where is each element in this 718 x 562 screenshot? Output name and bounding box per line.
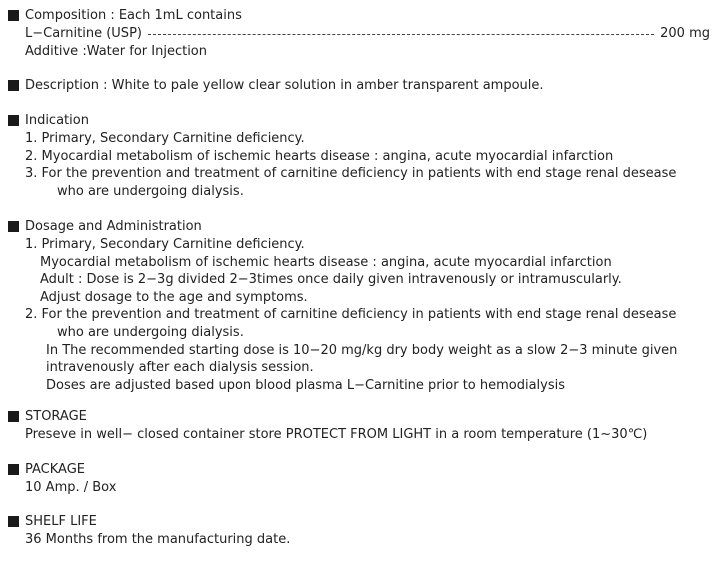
dosage-line: intravenously after each dialysis session. xyxy=(46,360,314,376)
package-heading-text: PACKAGE xyxy=(25,462,85,477)
indication-heading xyxy=(8,112,710,130)
bullet-square-icon xyxy=(8,80,19,91)
dosage-section xyxy=(8,218,710,394)
indication-item: 2. Myocardial metabolism of ischemic hearts disease : angina, acute myocardial infarction xyxy=(25,148,614,164)
dosage-line: In The recommended starting dose is 10−20 mg/kg dry body weight as a slow 2−3 minute given xyxy=(46,342,678,358)
additive-line: Additive :Water for Injection xyxy=(25,43,207,59)
shelf-life-heading xyxy=(8,513,710,531)
composition-heading-text: Composition : Each 1mL contains xyxy=(25,8,242,23)
package-section xyxy=(8,461,710,497)
shelf-life-text: 36 Months from the manufacturing date. xyxy=(25,532,291,547)
dosage-heading-text: Dosage and Administration xyxy=(25,219,202,234)
storage-heading xyxy=(8,408,710,426)
indication-item: 1. Primary, Secondary Carnitine deficiency. xyxy=(25,131,305,146)
composition-section xyxy=(8,7,710,60)
description-heading-text: Description : White to pale yellow clear solution in amber transparent ampoule. xyxy=(25,78,544,93)
storage-section xyxy=(8,408,710,444)
indication-heading-text: Indication xyxy=(25,113,89,128)
dosage-line: Adult : Dose is 2−3g divided 2−3times once daily given intravenously or intramuscularly. xyxy=(40,272,622,288)
leader-dashes xyxy=(148,34,654,35)
indication-section xyxy=(8,112,710,200)
dosage-line: Doses are adjusted based upon blood plasma L−Carnitine prior to hemodialysis xyxy=(46,377,566,393)
storage-heading-text: STORAGE xyxy=(25,409,87,424)
description-heading xyxy=(8,77,710,95)
dosage-line: Adjust dosage to the age and symptoms. xyxy=(40,289,308,305)
package-heading xyxy=(8,461,710,479)
ingredient-amount: 200 mg xyxy=(660,26,710,41)
storage-text: Preseve in well− closed container store PROTECT FROM LIGHT in a room temperature (1~30℃) xyxy=(25,427,648,442)
bullet-square-icon xyxy=(8,10,19,21)
dosage-line: who are undergoing dialysis. xyxy=(57,324,244,340)
package-text: 10 Amp. / Box xyxy=(25,480,117,495)
shelf-life-section xyxy=(8,513,710,549)
bullet-square-icon xyxy=(8,516,19,527)
dosage-line: 1. Primary, Secondary Carnitine deficiency. xyxy=(25,237,305,252)
indication-item: 3. For the prevention and treatment of carnitine deficiency in patients with end stage renal desease xyxy=(25,166,677,182)
ingredient-row xyxy=(8,25,710,43)
shelf-life-heading-text: SHELF LIFE xyxy=(25,514,97,529)
composition-heading xyxy=(8,7,710,25)
description-section xyxy=(8,77,710,95)
bullet-square-icon xyxy=(8,411,19,422)
dosage-line: 2. For the prevention and treatment of carnitine deficiency in patients with end stage renal desease xyxy=(25,307,677,323)
dosage-heading xyxy=(8,218,710,236)
bullet-square-icon xyxy=(8,115,19,126)
ingredient-name: L−Carnitine (USP) xyxy=(25,26,142,41)
bullet-square-icon xyxy=(8,221,19,232)
dosage-line: Myocardial metabolism of ischemic hearts disease : angina, acute myocardial infarction xyxy=(40,254,612,270)
bullet-square-icon xyxy=(8,464,19,475)
indication-item-continuation: who are undergoing dialysis. xyxy=(57,183,244,199)
